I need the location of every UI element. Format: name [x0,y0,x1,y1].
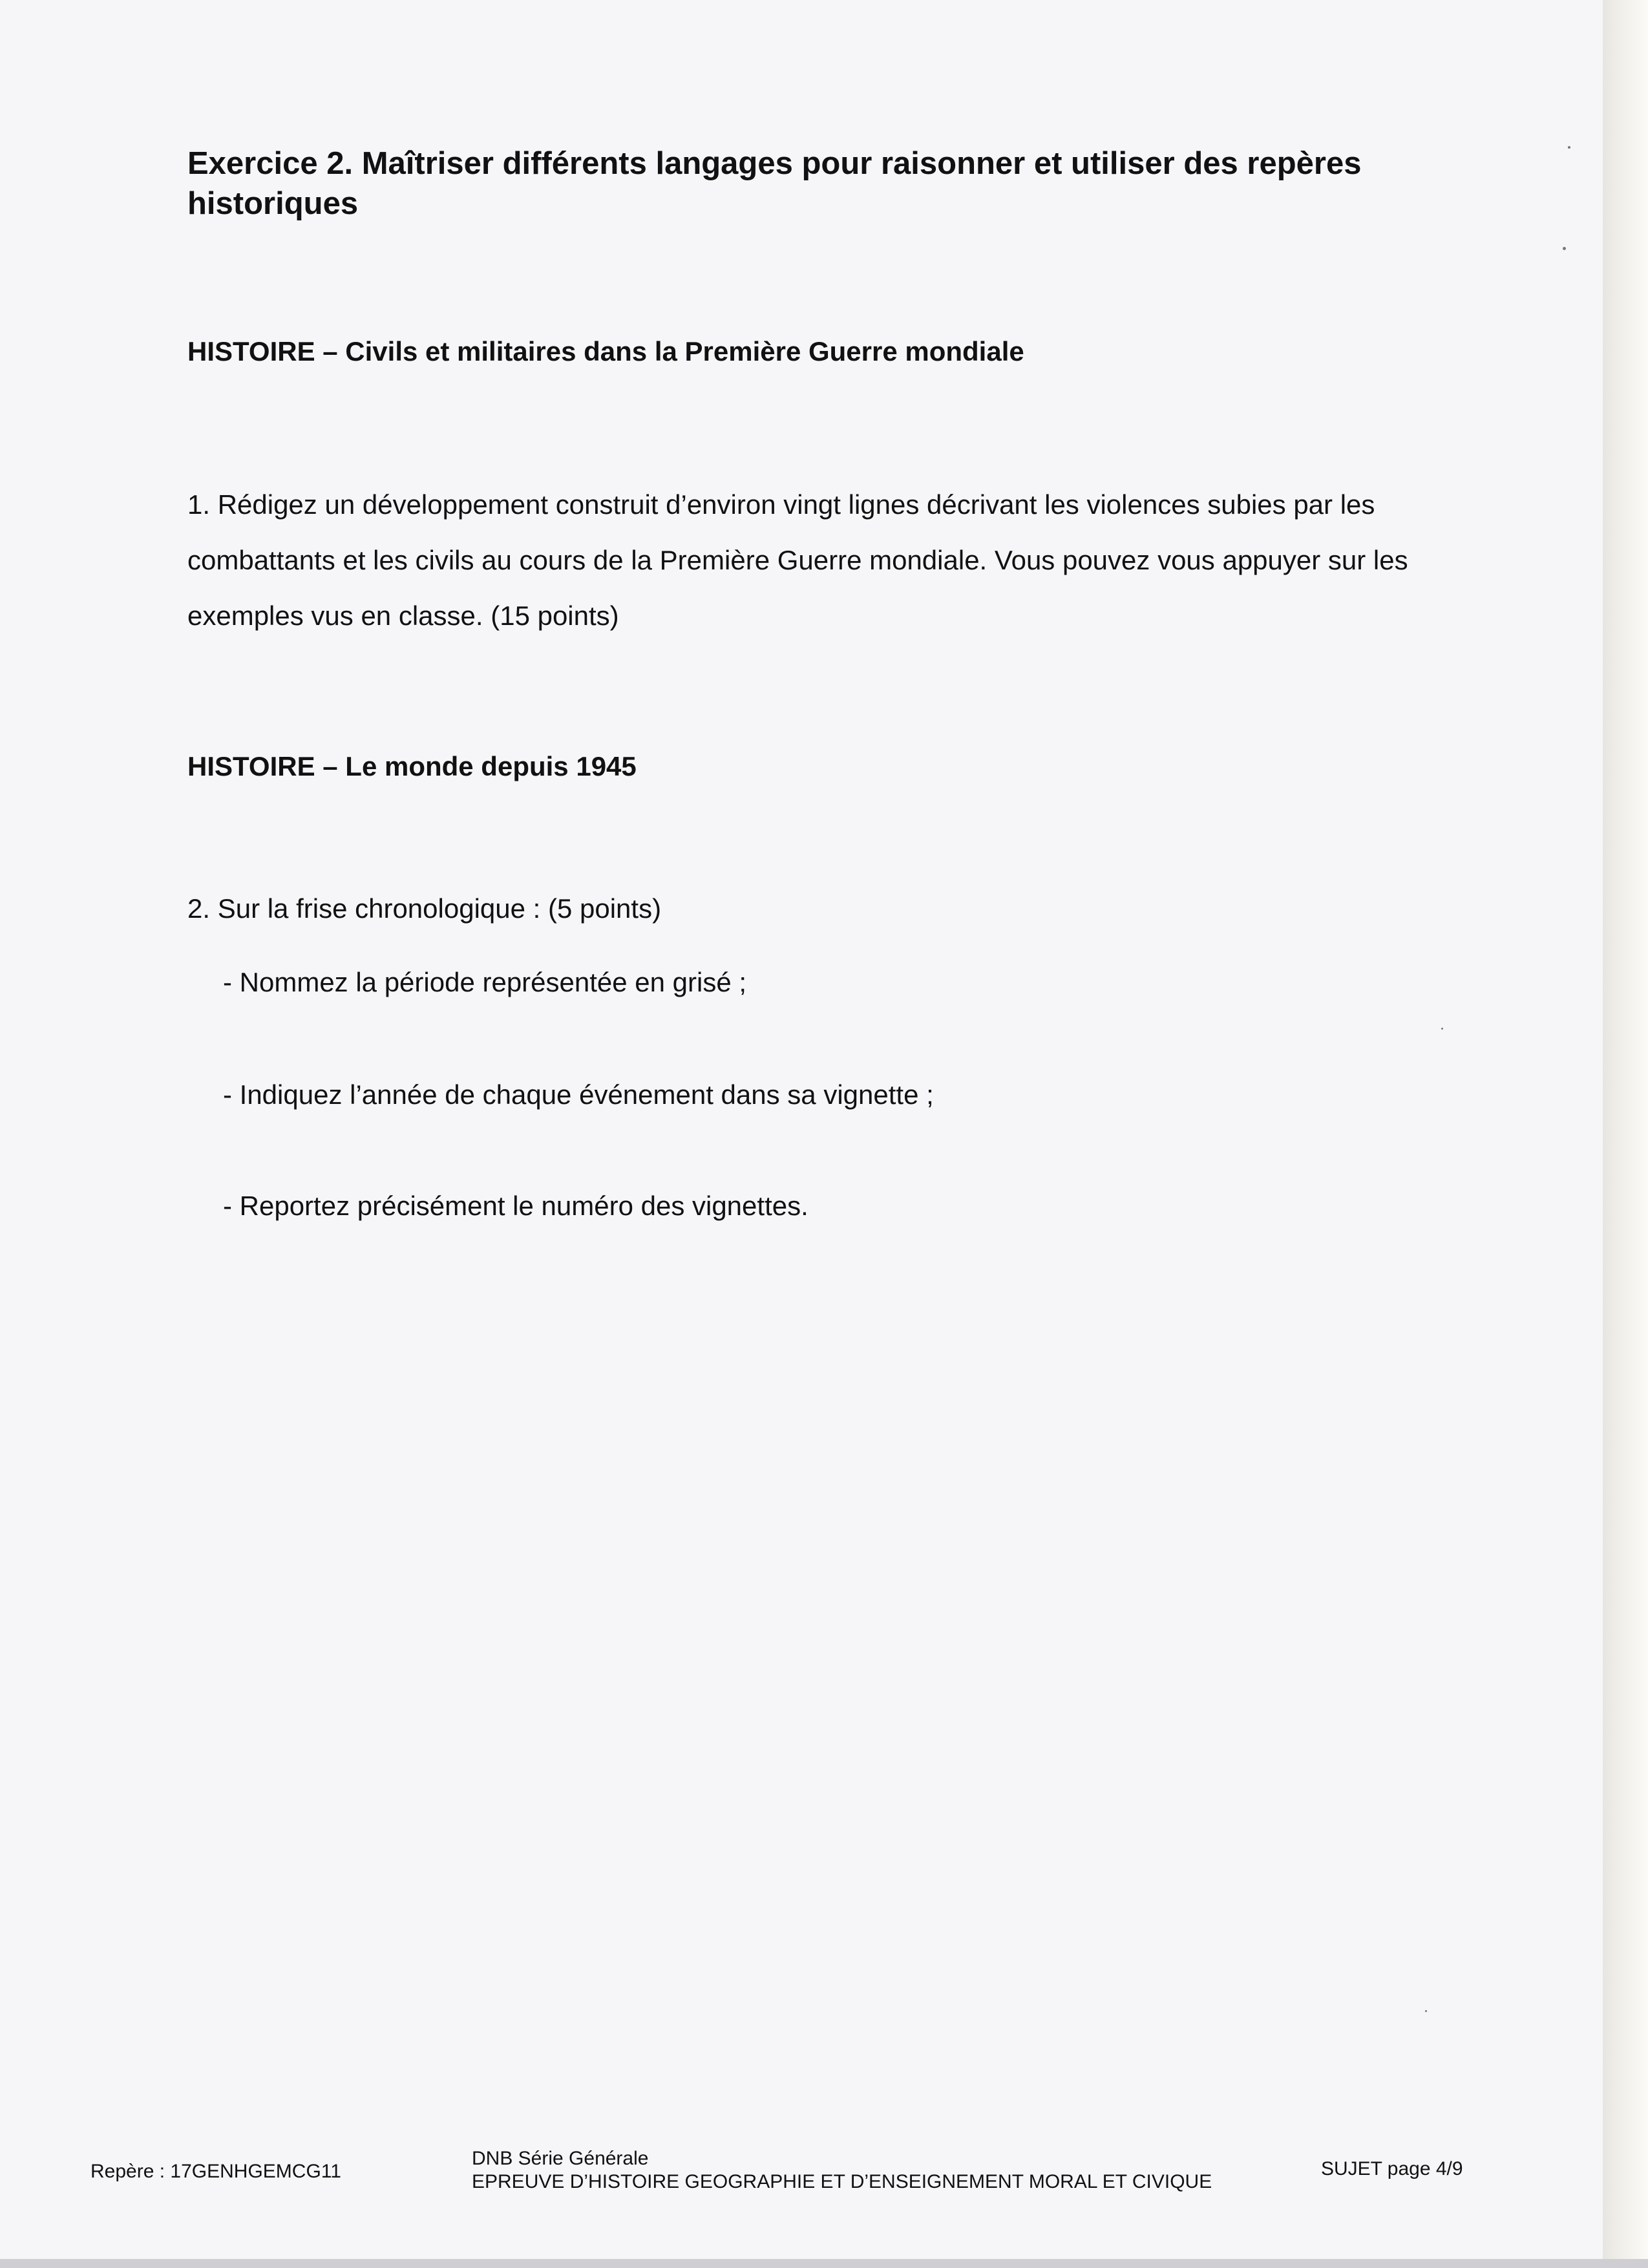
footer-exam-title: EPREUVE D’HISTOIRE GEOGRAPHIE ET D’ENSEIGNEMENT MORAL ET CIVIQUE [472,2171,1212,2192]
question-2: 2. Sur la frise chronologique : (5 points) [187,893,662,924]
instruction-period: - Nommez la période représentée en grisé ; [223,967,747,997]
footer-exam-series: DNB Série Générale [472,2148,649,2169]
instruction-year: - Indiquez l’année de chaque événement dans sa vignette ; [223,1079,934,1110]
scan-page-edge [1603,0,1648,2268]
exercise-title: Exercice 2. Maîtriser différents langages pour raisonner et utiliser des repères historiques [187,146,1362,221]
footer-page-number: SUJET page 4/9 [1321,2158,1463,2179]
section-heading-ww1: HISTOIRE – Civils et militaires dans la Première Guerre mondiale [187,336,1024,366]
section-heading-since-1945: HISTOIRE – Le monde depuis 1945 [187,751,637,781]
scan-bottom-edge [0,2259,1648,2268]
scan-speck [1441,1028,1443,1030]
scan-speck [1425,2010,1427,2012]
footer-reference: Repère : 17GENHGEMCG11 [90,2161,341,2182]
scan-speck [1563,247,1566,250]
instruction-number: - Reportez précisément le numéro des vignettes. [223,1191,808,1221]
question-1: 1. Rédigez un développement construit d’environ vingt lignes décrivant les violences subies par les combattants et les civils au cours de la Première Guerre mondiale. Vous pouvez vous appuyer sur les exemples vus en classe. (15 points) [187,489,1408,631]
scan-speck [1568,146,1570,149]
